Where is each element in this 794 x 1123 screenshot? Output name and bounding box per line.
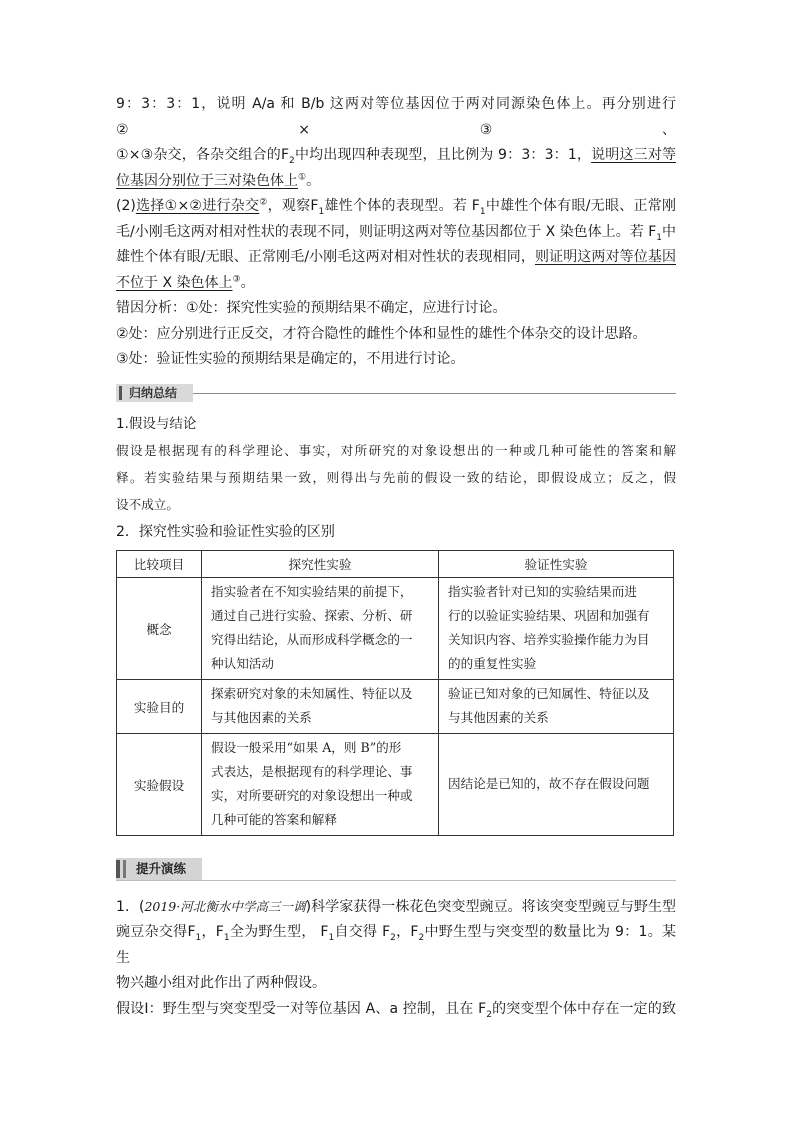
cell-line: 种认知活动: [211, 655, 274, 671]
tag-bar-icon: [123, 860, 126, 878]
heading-hypothesis: 1.假设与结论: [116, 415, 197, 432]
cell-line: 究得出结论，从而形成科学概念的一: [211, 631, 413, 647]
cell-line: 实，对所要研究的对象设想出一种或: [211, 787, 413, 803]
cell-line: 指实验者在不知实验结果的前提下，: [211, 583, 413, 599]
cell-concept-explore: [202, 577, 439, 679]
question-1-line-2: 豌豆杂交得$F_1$，$F_1$全为野生型， $F_1$自交得 $F_2$，$F_2$中野生型与突变型的数量比为 9：1。某生: [116, 924, 676, 966]
cell-line: 因结论是已知的，故不存在假设问题: [448, 775, 650, 791]
error-analysis-1: 错因分析：①处：探究性实验的预期结果不确定，应进行讨论。: [116, 300, 507, 316]
tag-bar-icon: [116, 860, 120, 878]
cell-purpose-verify: [439, 679, 674, 733]
cell-line: 与其他因素的关系: [448, 709, 549, 725]
row-label-hypothesis: 实验假设: [117, 733, 202, 835]
heading-comparison: 2．探究性实验和验证性实验的区别: [116, 524, 335, 540]
table-header-row: [117, 550, 674, 577]
question-1-line-3: 物兴趣小组对此作出了两种假设。: [116, 975, 326, 991]
intro-line-2: ①×③杂交，各杂交组合的$F_2$中均出现四种表现型，且比例为 9：3：3：1，说明这三对等: [116, 147, 677, 166]
table-row-purpose: [117, 679, 674, 733]
summary-tag: 归纳总结: [116, 384, 193, 402]
part2-line-3: 雄性个体有眼/无眼、正常刚毛/小刚毛这两对相对性状的表现相同，则证明这两对等位基因: [116, 249, 676, 265]
cell-purpose-explore: [202, 679, 439, 733]
summary-section-header: [116, 384, 676, 402]
hypothesis-text-2: 释。若实验结果与预期结果一致，则得出与先前的假设一致的结论，即假设成立；反之，假: [116, 470, 676, 485]
practice-tag: [116, 858, 202, 880]
cell-hypothesis-explore: [202, 733, 439, 835]
cell-line: 关知识内容、培养实验操作能力为目: [448, 631, 650, 647]
cell-line: 的的重复性实验: [448, 655, 537, 671]
cell-line: 假设一般采用“如果 A，则 B”的形: [211, 739, 402, 755]
intro-line-1: 9：3：3：1，说明 A/a 和 B/b 这两对等位基因位于两对同源染色体上。再分别进行②×③、: [116, 96, 676, 138]
part2-line-1: (2)选择①×②进行杂交②，观察$F_1$雄性个体的表现型。若 $F_1$中雄性个体有眼/无眼、正常刚: [116, 197, 676, 217]
question-1-line-1: 1．(2019·河北衡水中学高三一调)科学家获得一株花色突变型豌豆。将该突变型豌豆与野生型: [116, 898, 676, 915]
table-header-verify: 验证性实验: [439, 550, 674, 577]
hypothesis-text-3: 设不成立。: [116, 497, 179, 512]
question-1-line-4: 假设Ⅰ：野生型与突变型受一对等位基因 A、a 控制，且在 $F_2$的突变型个体中存在一定的致: [116, 1000, 677, 1020]
table-header-explore: 探究性实验: [202, 550, 439, 577]
practice-tag-label: 提升演练: [136, 860, 187, 876]
error-analysis-3: ③处：验证性实验的预期结果是确定的，不用进行讨论。: [116, 351, 465, 367]
cell-line: 几种可能的答案和解释: [211, 811, 337, 827]
header-rule: [116, 393, 676, 394]
cell-line: 式表达，是根据现有的科学理论、事: [211, 763, 413, 779]
comparison-table: [116, 550, 674, 836]
cell-line: 通过自己进行实验、探索、分析、研: [211, 607, 413, 623]
hypothesis-text-1: 假设是根据现有的科学理论、事实，对所研究的对象设想出的一种或几种可能性的答案和解: [116, 443, 676, 458]
cell-line: 行的以验证实验结果、巩固和加强有: [448, 607, 650, 623]
cell-line: 验证已知对象的已知属性、特征以及: [448, 685, 650, 701]
error-analysis-2: ②处：应分别进行正反交，才符合隐性的雌性个体和显性的雄性个体杂交的设计思路。: [116, 325, 647, 342]
row-label-purpose: 实验目的: [117, 679, 202, 733]
part2-line-4: 不位于 X 染色体上③。: [116, 273, 255, 291]
table-row-concept: [117, 577, 674, 679]
practice-section-header: [116, 858, 676, 880]
cell-hypothesis-verify: [439, 733, 674, 835]
cell-concept-verify: [439, 577, 674, 679]
cell-line: 指实验者针对已知的实验结果而进: [448, 583, 637, 599]
table-header-item: 比较项目: [117, 550, 202, 577]
row-label-concept: 概念: [117, 577, 202, 679]
document-page: [116, 92, 676, 1022]
part2-line-2: 毛/小刚毛这两对相对性状的表现不同，则证明这两对等位基因都位于 X 染色体上。若 $F_1$中: [116, 223, 676, 243]
cell-line: 探索研究对象的未知属性、特征以及: [211, 685, 413, 701]
table-row-hypothesis: [117, 733, 674, 835]
header-rule: [116, 880, 676, 881]
intro-line-3: 位基因分别位于三对染色体上①。: [116, 171, 321, 189]
cell-line: 与其他因素的关系: [211, 709, 312, 725]
